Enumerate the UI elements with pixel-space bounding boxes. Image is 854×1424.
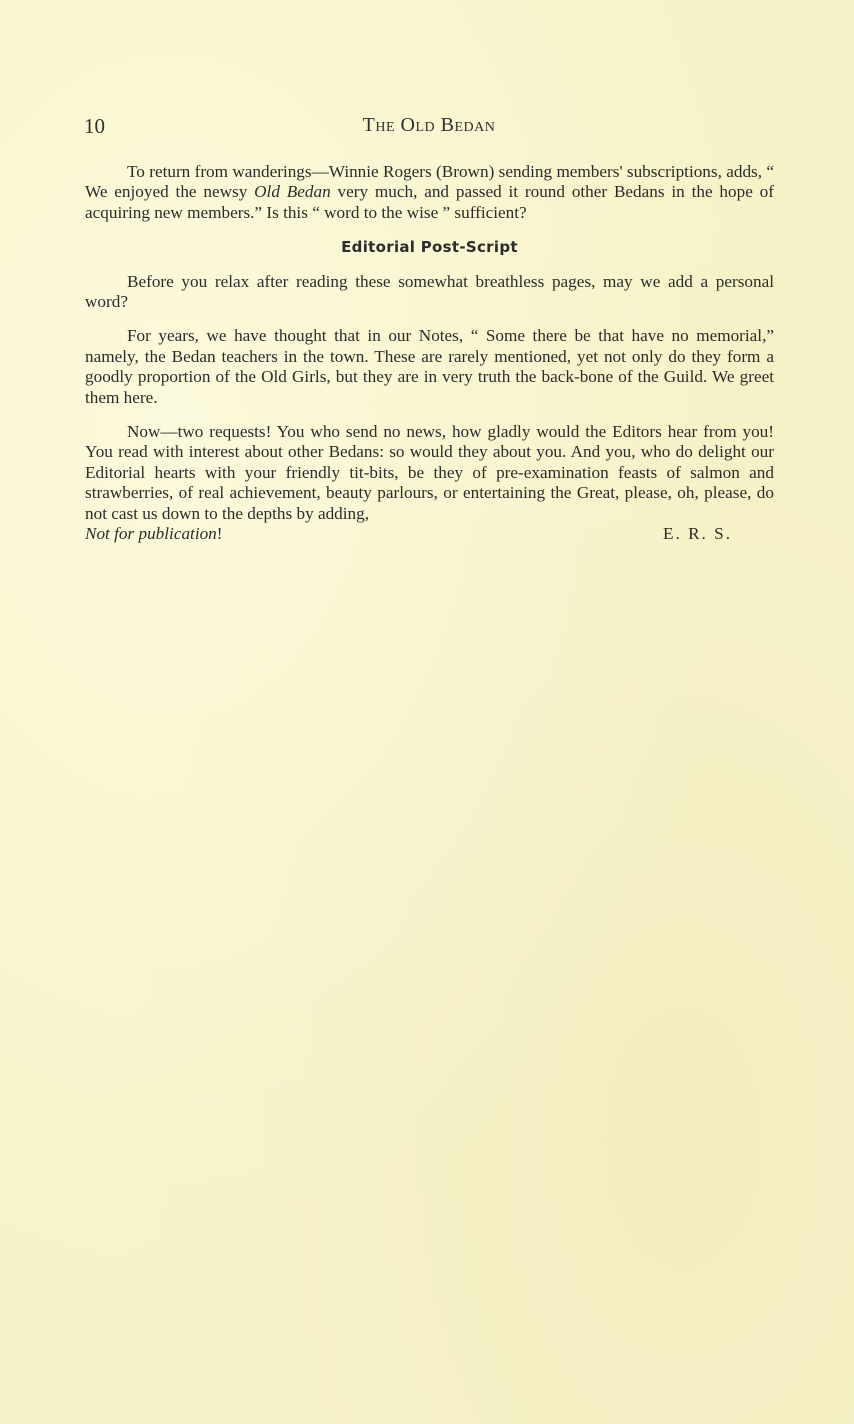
publication-title-italic: Old Bedan — [254, 182, 331, 202]
closing-phrase — [85, 524, 223, 544]
paragraph-requests: Now—two requests! You who send no news, how gladly would the Editors hear from you! You read with interest about other Bedans: so would they about you. And you, who do delight our Editorial hearts with your friendly tit-bits, be they of pre-examination feasts of salmon and strawberries, of real achievement, beauty parlours, or entertaining the Great, please, oh, please, do not cast us down to the depths by adding, — [85, 422, 774, 523]
paragraph-personal-word: Before you relax after reading these somewhat breathless pages, may we add a personal word? — [85, 271, 774, 312]
author-initials: E. R. S. — [662, 524, 732, 544]
body-text — [85, 162, 774, 545]
paragraph-wanderings-text-a: To return from wanderings—Winnie Rogers (Brown) sending members' subscriptions, adds, “ We enjoyed the newsy — [85, 162, 774, 202]
page-number: 10 — [84, 114, 105, 138]
closing-phrase-italic: Not for publication — [85, 524, 217, 544]
signoff-line — [85, 524, 774, 544]
running-title: The Old Bedan — [362, 114, 496, 136]
closing-punctuation: ! — [216, 524, 223, 544]
paragraph-wanderings — [85, 162, 774, 223]
page-header — [84, 114, 774, 142]
section-heading: Editorial Post-Script — [341, 238, 518, 257]
paragraph-memorial: For years, we have thought that in our Notes, “ Some there be that have no memorial,” namely, the Bedan teachers in the town. These are rarely mentioned, yet not only do they form a goodly proportion of the Old Girls, but they are in very truth the back-bone of the Guild. We greet them here. — [85, 326, 774, 407]
paragraph-wanderings-text-b: very much, and passed it round other Bedans in the hope of acquiring new members.” Is this “ word to the wise ” sufficient? — [85, 182, 774, 222]
